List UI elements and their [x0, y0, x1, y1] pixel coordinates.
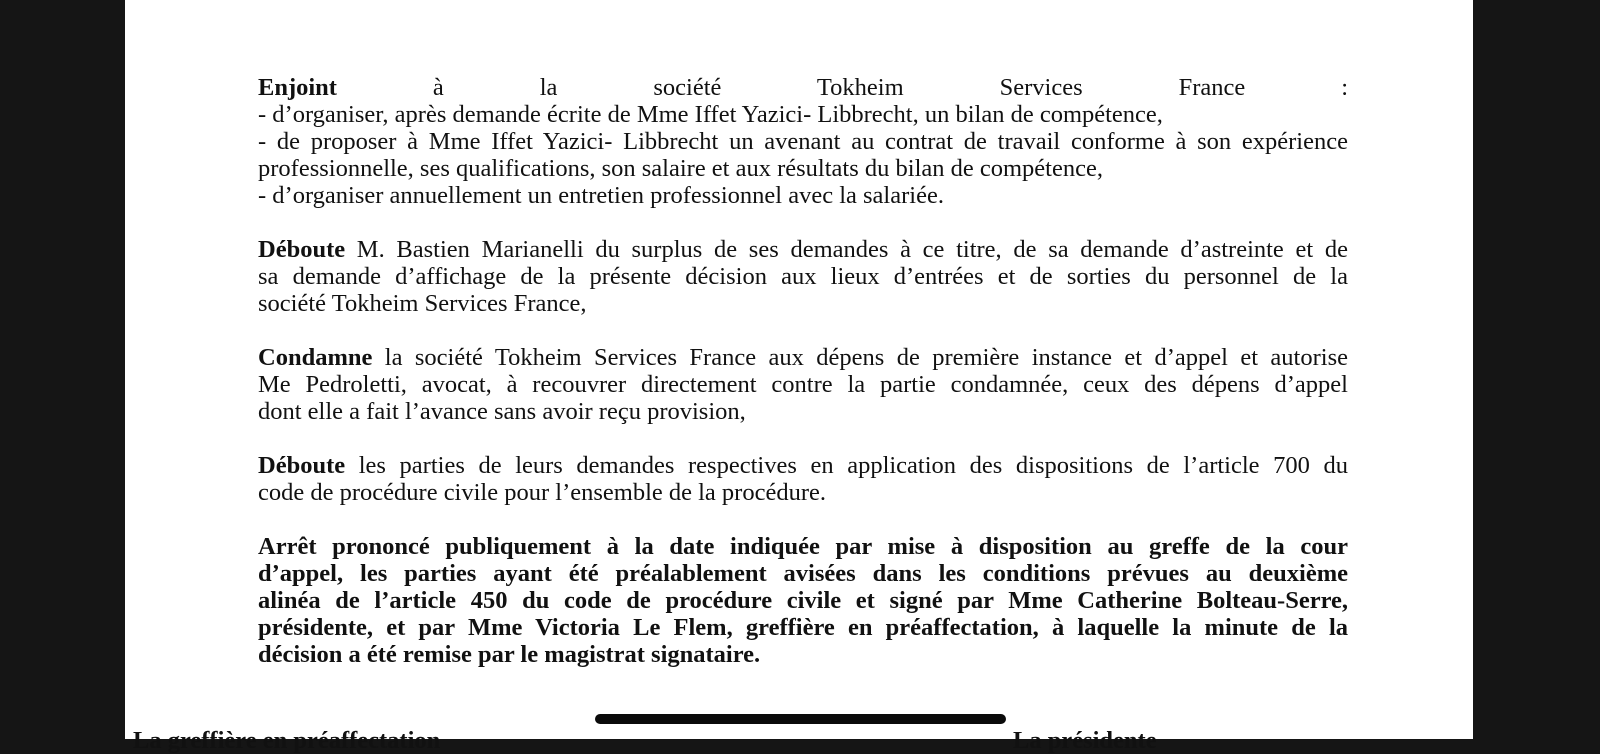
deboute2-line-1: Déboute les parties de leurs demandes respectives en application des dispositions de l’article 700 du	[258, 452, 1348, 479]
signature-greffiere: La greffière en préaffectation	[133, 727, 441, 754]
condamne-keyword: Condamne	[258, 344, 373, 371]
home-indicator-bar[interactable]	[595, 714, 1006, 724]
enjoint-line-3: - de proposer à Mme Iffet Yazici- Libbrecht un avenant au contrat de travail conforme à son expérience	[258, 128, 1348, 155]
document-body	[258, 74, 1348, 695]
paragraph-deboute-2	[258, 452, 1348, 506]
deboute1-line-3: société Tokheim Services France,	[258, 290, 587, 317]
condamne-line-1: Condamne la société Tokheim Services France aux dépens de première instance et d’appel et autorise	[258, 344, 1348, 371]
condamne-line-3: dont elle a fait l’avance sans avoir reçu provision,	[258, 398, 746, 425]
enjoint-line-2: - d’organiser, après demande écrite de Mme Iffet Yazici- Libbrecht, un bilan de compétence,	[258, 101, 1163, 128]
deboute1-line-1: Déboute M. Bastien Marianelli du surplus de ses demandes à ce titre, de sa demande d’astreinte et de	[258, 236, 1348, 263]
paragraph-arret	[258, 533, 1348, 668]
condamne-line-2: Me Pedroletti, avocat, à recouvrer directement contre la partie condamnée, ceux des dépens d’appel	[258, 371, 1348, 398]
paragraph-condamne	[258, 344, 1348, 425]
enjoint-line-5: - d’organiser annuellement un entretien professionnel avec la salariée.	[258, 182, 944, 209]
deboute2-line-2: code de procédure civile pour l’ensemble de la procédure.	[258, 479, 826, 506]
deboute2-keyword: Déboute	[258, 452, 346, 479]
arret-line-2: d’appel, les parties ayant été préalablement avisées dans les conditions prévues au deuxième	[258, 560, 1348, 587]
enjoint-keyword: Enjoint	[258, 74, 337, 101]
arret-line-4: présidente, et par Mme Victoria Le Flem, greffière en préaffectation, à laquelle la minute de la	[258, 614, 1348, 641]
enjoint-line-4: professionnelle, ses qualifications, son salaire et aux résultats du bilan de compétence,	[258, 155, 1103, 182]
paragraph-deboute-1	[258, 236, 1348, 317]
enjoint-line-1: Enjoint à la société Tokheim Services France :	[258, 74, 1348, 101]
signature-presidente: La présidente	[1013, 727, 1157, 754]
document-page	[125, 0, 1473, 739]
arret-line-5: décision a été remise par le magistrat signataire.	[258, 641, 761, 668]
deboute1-keyword: Déboute	[258, 236, 346, 263]
deboute1-line-2: sa demande d’affichage de la présente décision aux lieux d’entrées et de sorties du personnel de la	[258, 263, 1348, 290]
arret-line-1: Arrêt prononcé publiquement à la date indiquée par mise à disposition au greffe de la cour	[258, 533, 1348, 560]
arret-line-3: alinéa de l’article 450 du code de procédure civile et signé par Mme Catherine Bolteau-Serre,	[258, 587, 1348, 614]
paragraph-enjoint	[258, 74, 1348, 209]
